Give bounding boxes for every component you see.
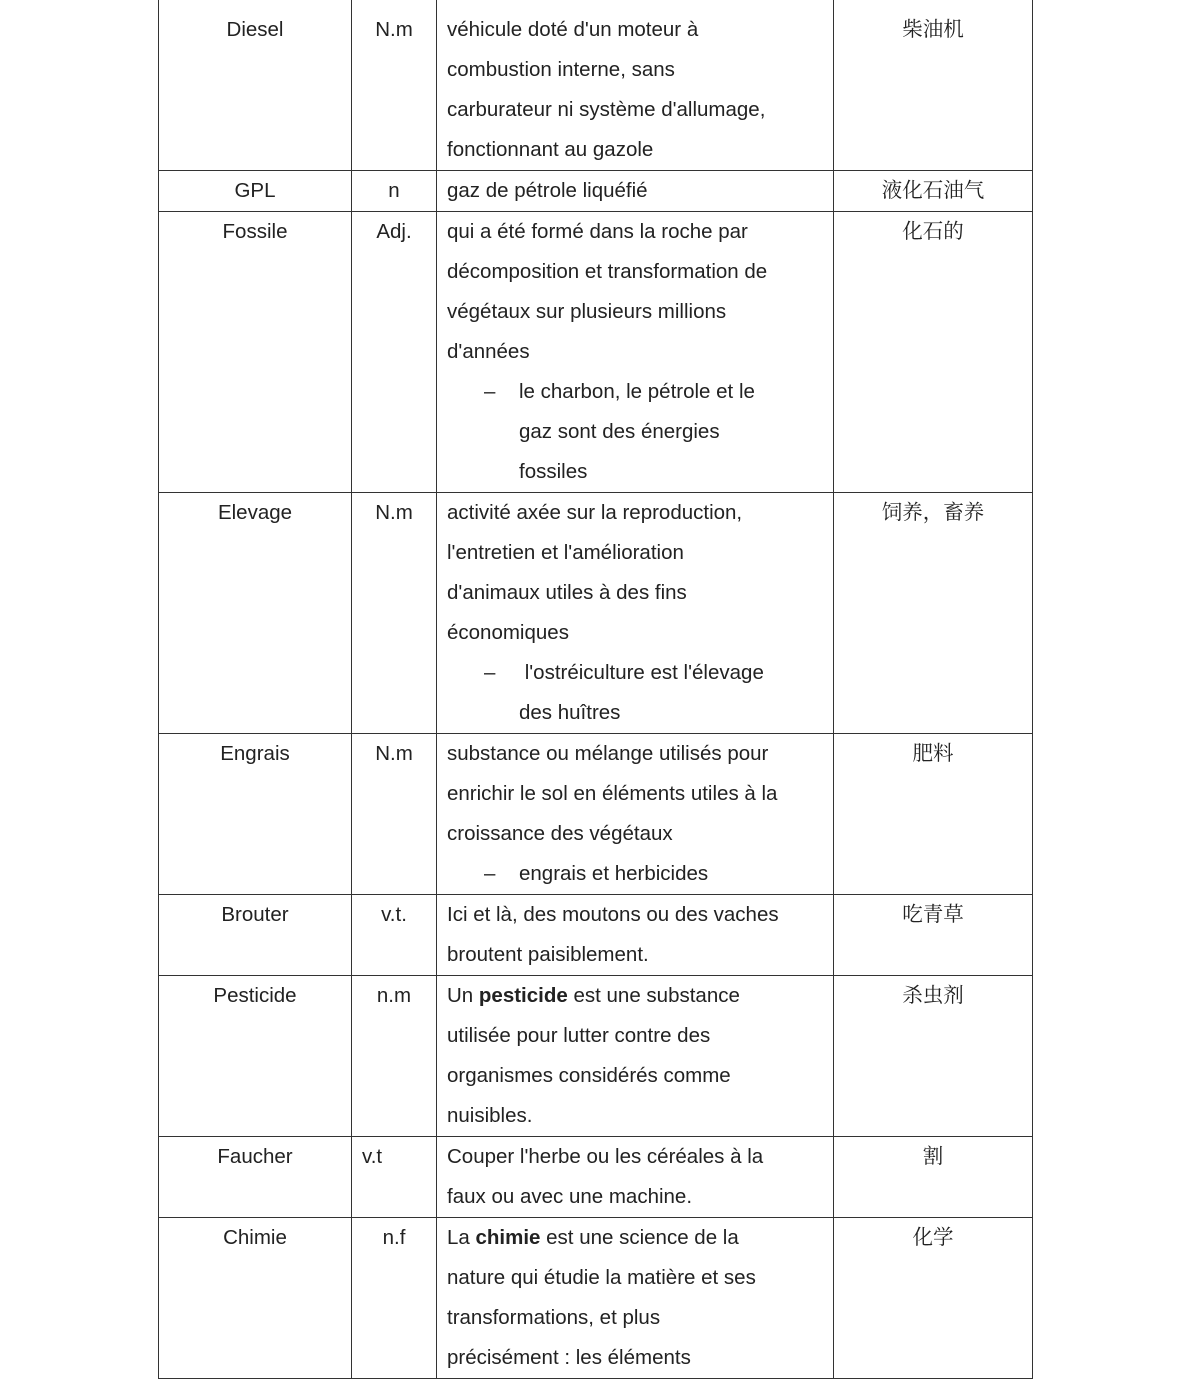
definition-line: nature qui étudie la matière et ses <box>447 1266 756 1289</box>
definition-cell <box>437 212 834 493</box>
table-row <box>159 0 1033 171</box>
chinese-translation-cell: 化学 <box>834 1218 1033 1379</box>
chinese-translation-cell: 杀虫剂 <box>834 976 1033 1137</box>
chinese-translation-cell: 液化石油气 <box>834 171 1033 212</box>
definition-cell <box>437 0 834 171</box>
example-line: des huîtres <box>519 701 621 724</box>
highlighted-term: chimie <box>475 1226 541 1249</box>
chinese-translation-cell: 饲养，畜养 <box>834 493 1033 734</box>
definition-cell <box>437 895 834 976</box>
definition-text: La <box>447 1226 476 1249</box>
definition-line: transformations, et plus <box>447 1306 661 1329</box>
definition-line: l'entretien et l'amélioration <box>447 541 684 564</box>
definition-line: Couper l'herbe ou les céréales à la <box>447 1145 764 1168</box>
term-cell: Fossile <box>159 212 352 493</box>
definition-cell <box>437 493 834 734</box>
term-cell: Engrais <box>159 734 352 895</box>
table-row <box>159 1137 1033 1218</box>
part-of-speech-cell: n.m <box>352 976 437 1137</box>
definition-line: qui a été formé dans la roche par <box>447 220 748 243</box>
definition-line: combustion interne, sans <box>447 58 675 81</box>
table-row <box>159 212 1033 493</box>
term-cell: Diesel <box>159 0 352 171</box>
definition-line: décomposition et transformation de <box>447 260 768 283</box>
table-row <box>159 895 1033 976</box>
part-of-speech-cell: n.f <box>352 1218 437 1379</box>
table-row <box>159 976 1033 1137</box>
definition-text: est une science de la <box>540 1226 739 1249</box>
definition-line: organismes considérés comme <box>447 1064 731 1087</box>
chinese-translation-cell: 吃青草 <box>834 895 1033 976</box>
example-line <box>447 653 825 693</box>
definition-line: faux ou avec une machine. <box>447 1185 693 1208</box>
definition-cell <box>437 171 834 212</box>
definition-line <box>447 976 825 1016</box>
definition-line: utilisée pour lutter contre des <box>447 1024 711 1047</box>
definition-line: substance ou mélange utilisés pour <box>447 742 769 765</box>
example-line <box>447 372 825 412</box>
definition-line: croissance des végétaux <box>447 822 673 845</box>
part-of-speech-cell: N.m <box>352 0 437 171</box>
example-text: engrais et herbicides <box>519 862 709 885</box>
definition-cell <box>437 976 834 1137</box>
definition-cell <box>437 1218 834 1379</box>
definition-line: nuisibles. <box>447 1104 533 1127</box>
example-line: gaz sont des énergies <box>519 420 720 443</box>
part-of-speech-cell: N.m <box>352 734 437 895</box>
definition-line: carburateur ni système d'allumage, <box>447 98 766 121</box>
chinese-translation-cell: 割 <box>834 1137 1033 1218</box>
term-cell: Pesticide <box>159 976 352 1137</box>
definition-line: végétaux sur plusieurs millions <box>447 300 727 323</box>
term-cell: Chimie <box>159 1218 352 1379</box>
chinese-translation-cell: 化石的 <box>834 212 1033 493</box>
definition-line: d'années <box>447 340 530 363</box>
definition-line: d'animaux utiles à des fins <box>447 581 687 604</box>
example-text: l'ostréiculture est l'élevage <box>519 661 764 684</box>
term-cell: Brouter <box>159 895 352 976</box>
definition-line: véhicule doté d'un moteur à <box>447 18 699 41</box>
term-cell: GPL <box>159 171 352 212</box>
example-dash: – <box>484 661 496 684</box>
example-text: le charbon, le pétrole et le <box>519 380 755 403</box>
highlighted-term: pesticide <box>478 984 568 1007</box>
definition-text: est une substance <box>567 984 740 1007</box>
table-row <box>159 493 1033 734</box>
part-of-speech-cell: Adj. <box>352 212 437 493</box>
example-line: fossiles <box>519 460 588 483</box>
part-of-speech-cell: n <box>352 171 437 212</box>
chinese-translation-cell: 柴油机 <box>834 0 1033 171</box>
chinese-translation-cell: 肥料 <box>834 734 1033 895</box>
definition-cell <box>437 1137 834 1218</box>
definition-line: économiques <box>447 621 569 644</box>
definition-line: enrichir le sol en éléments utiles à la <box>447 782 778 805</box>
example-dash: – <box>484 380 496 403</box>
definition-line: fonctionnant au gazole <box>447 138 654 161</box>
definition-line: précisément : les éléments <box>447 1346 691 1369</box>
table-row <box>159 171 1033 212</box>
definition-line: Ici et là, des moutons ou des vaches <box>447 903 779 926</box>
term-cell: Elevage <box>159 493 352 734</box>
table-row <box>159 734 1033 895</box>
table-row <box>159 1218 1033 1379</box>
vocabulary-table <box>158 0 1033 1379</box>
definition-line: gaz de pétrole liquéfié <box>447 179 648 202</box>
definition-cell <box>437 734 834 895</box>
definition-text: Un <box>447 984 479 1007</box>
part-of-speech-cell: v.t <box>352 1137 437 1218</box>
term-cell: Faucher <box>159 1137 352 1218</box>
definition-line: broutent paisiblement. <box>447 943 649 966</box>
part-of-speech-cell: N.m <box>352 493 437 734</box>
definition-line <box>447 1218 825 1258</box>
part-of-speech-cell: v.t. <box>352 895 437 976</box>
definition-line: activité axée sur la reproduction, <box>447 501 743 524</box>
example-line <box>447 854 825 894</box>
example-dash: – <box>484 862 496 885</box>
